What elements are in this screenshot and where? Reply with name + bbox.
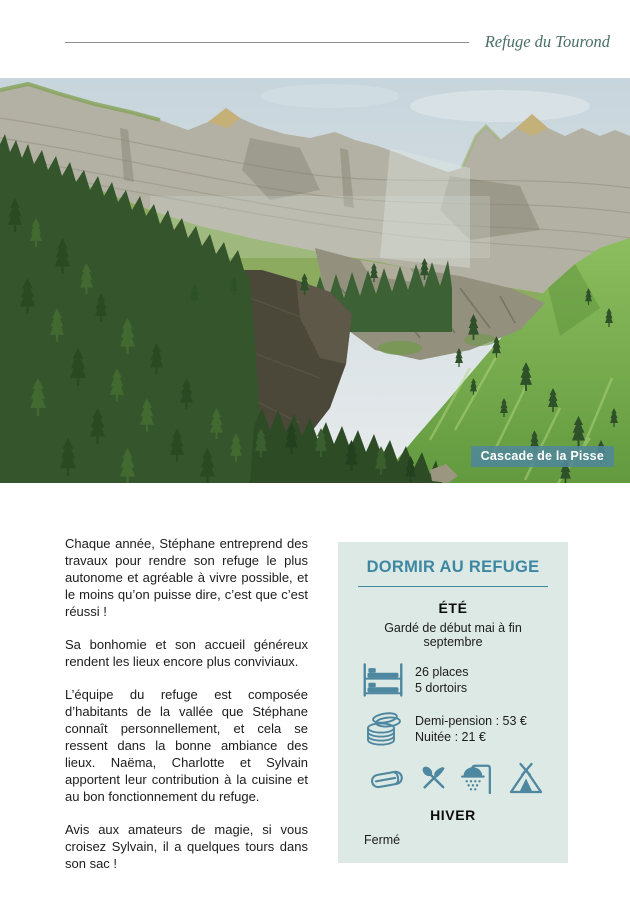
capacity-places: 26 places (415, 665, 469, 679)
price-row (358, 711, 548, 747)
capacity-dorms: 5 dortoirs (415, 681, 468, 695)
shower-icon (461, 762, 497, 794)
amenities-row (368, 762, 544, 794)
bunk-bed-icon (362, 662, 404, 698)
tipi-icon (508, 762, 544, 794)
price-night: Nuitée : 21 € (415, 730, 486, 744)
page-title: Refuge du Tourond (484, 32, 610, 51)
winter-heading: HIVER (430, 807, 476, 823)
price-half-board: Demi-pension : 53 € (415, 714, 527, 728)
coins-icon (362, 711, 404, 747)
paragraph: L’équipe du refuge est composée d’habitants de la vallée que Stéphane connaît personnellement, et cela se ressent dans la bonne ambiance des lieux. Naëma, Charlotte et Sylvain apportent leur contribution à la cuisine et au bon fonctionnement du refuge. (65, 687, 308, 804)
article-text-column (65, 535, 308, 888)
paragraph: Avis aux amateurs de magie, si vous croisez Sylvain, il a quelques tours dans son sac ! (65, 822, 308, 871)
page-header (65, 30, 610, 54)
landscape-photo (0, 78, 630, 483)
capacity-row (358, 662, 548, 698)
photo-caption-badge: Cascade de la Pisse (471, 446, 614, 467)
price-lines (415, 713, 527, 745)
mountain-waterfall-illustration (0, 78, 630, 483)
info-box-title: DORMIR AU REFUGE (358, 558, 548, 587)
capacity-lines (415, 664, 469, 696)
cutlery-icon (417, 762, 451, 794)
header-rule (65, 42, 469, 43)
summer-season-note: Gardé de début mai à fin septembre (384, 621, 522, 649)
paragraph: Sa bonhomie et son accueil généreux rendent les lieux encore plus conviviaux. (65, 637, 308, 669)
winter-status: Fermé (364, 833, 401, 847)
sleep-info-box (338, 542, 568, 863)
paragraph: Chaque année, Stéphane entreprend des travaux pour rendre son refuge le plus autonome et agréable à vivre possible, et le moins qu’on puisse dire, c’est que c’est réussi ! (65, 536, 308, 619)
blanket-icon (368, 763, 406, 793)
summer-heading: ÉTÉ (438, 600, 468, 616)
